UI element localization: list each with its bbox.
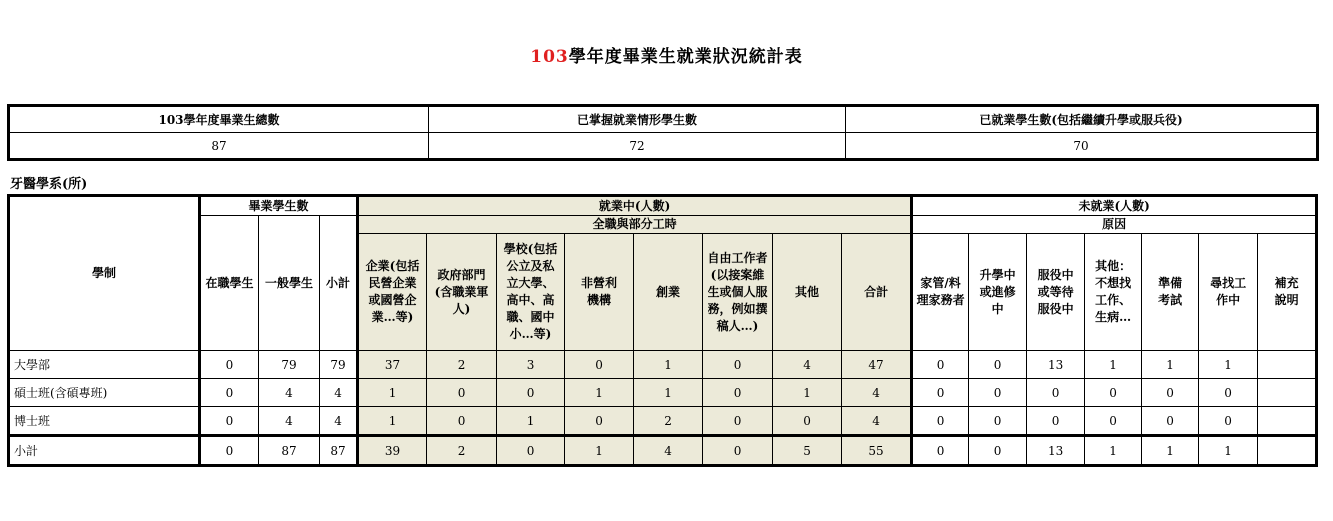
table-cell: 4 [320,407,358,436]
table-cell: 1 [358,407,427,436]
table-cell: 47 [842,351,912,379]
department-name: 牙醫學系(所) [10,177,88,192]
table-cell: 1 [634,379,703,407]
table-cell: 13 [1027,351,1085,379]
col-startup: 創業 [634,234,703,351]
table-cell: 1 [1142,351,1199,379]
table-cell: 13 [1027,436,1085,466]
col-homemaker: 家管/料理家務者 [916,276,965,307]
col-unemp-other: 其他：不想找工作、生病… [1095,259,1132,324]
table-cell: 0 [565,351,634,379]
table-cell: 3 [497,351,565,379]
table-cell: 0 [1199,407,1258,436]
undergraduate-row [9,351,1317,379]
table-cell: 1 [773,379,842,407]
row-label: 大學部 [9,351,200,379]
table-cell: 0 [200,379,259,407]
header-reason: 原因 [912,216,1317,234]
table-cell: 0 [703,436,773,466]
table-cell: 1 [565,436,634,466]
row-label: 碩士班(含碩專班) [9,379,200,407]
table-cell: 0 [1142,379,1199,407]
col-freelance: 自由工作者(以接案維生或個人服務，例如撰稿人…) [707,250,768,333]
table-cell: 4 [320,379,358,407]
table-cell: 5 [773,436,842,466]
table-cell: 4 [259,379,320,407]
row-label: 博士班 [9,407,200,436]
table-cell: 4 [259,407,320,436]
subtotal-row [9,436,1317,466]
table-cell: 1 [1142,436,1199,466]
table-cell: 0 [969,407,1027,436]
table-cell: 4 [842,379,912,407]
table-cell: 0 [1085,407,1142,436]
table-cell: 1 [358,379,427,407]
table-cell: 0 [912,436,969,466]
table-cell [1258,351,1317,379]
table-cell: 0 [200,351,259,379]
header-unemployed: 未就業(人數) [912,196,1317,216]
table-cell: 0 [703,379,773,407]
table-cell: 39 [358,436,427,466]
table-cell: 4 [773,351,842,379]
col-job-seeking: 尋找工作中 [1210,276,1247,307]
table-cell: 0 [427,379,497,407]
master-row [9,379,1317,407]
summary-value-employed: 70 [846,133,1318,160]
summary-header-total: 103學年度畢業生總數 [9,106,429,133]
table-cell: 2 [634,407,703,436]
col-school: 學校(包括公立及私立大學、高中、高職、國中小…等) [503,242,558,341]
table-cell: 1 [565,379,634,407]
col-general: 一般學生 [259,216,320,351]
table-cell: 1 [634,351,703,379]
title-year: 103 [530,47,569,67]
table-cell: 37 [358,351,427,379]
table-cell: 0 [200,407,259,436]
col-grad-subtotal: 小計 [320,216,358,351]
col-inservice: 在職學生 [200,216,259,351]
col-emp-total: 合計 [842,234,912,351]
col-enterprise: 企業(包括民營企業或國營企業…等) [365,259,420,324]
col-nonprofit: 非營利機構 [581,276,618,307]
table-cell: 0 [427,407,497,436]
table-cell [1258,407,1317,436]
header-employed: 就業中(人數) [358,196,912,216]
header-fulltime: 全職與部分工時 [358,216,912,234]
summary-header-employed: 已就業學生數(包括繼續升學或服兵役) [846,106,1318,133]
table-cell: 0 [969,351,1027,379]
page-title [0,42,1333,67]
title-text: 學年度畢業生就業狀況統計表 [568,47,803,67]
col-notes: 補充說明 [1274,276,1299,307]
col-studying: 升學中或進修中 [979,267,1016,316]
table-cell: 1 [1085,351,1142,379]
table-cell: 79 [320,351,358,379]
table-cell: 4 [842,407,912,436]
table-cell: 1 [497,407,565,436]
summary-table [7,104,1319,161]
table-cell: 0 [1027,407,1085,436]
table-cell: 0 [969,379,1027,407]
employment-table [7,194,1318,467]
col-emp-other: 其他 [773,234,842,351]
table-cell: 2 [427,436,497,466]
table-cell: 1 [1199,436,1258,466]
summary-header-known: 已掌握就業情形學生數 [429,106,846,133]
table-cell: 0 [912,379,969,407]
doctoral-row [9,407,1317,436]
table-cell: 0 [200,436,259,466]
table-cell: 0 [1199,379,1258,407]
table-cell: 1 [1085,436,1142,466]
col-military: 服役中或等待服役中 [1037,267,1074,316]
header-graduates: 畢業學生數 [200,196,358,216]
summary-value-known: 72 [429,133,846,160]
table-cell [1258,379,1317,407]
table-cell: 87 [320,436,358,466]
summary-value-total: 87 [9,133,429,160]
col-exam-prep: 準備考試 [1158,276,1183,307]
table-cell: 0 [912,351,969,379]
table-cell: 0 [912,407,969,436]
table-cell: 0 [497,436,565,466]
table-cell: 87 [259,436,320,466]
table-cell: 0 [703,407,773,436]
table-cell: 4 [634,436,703,466]
table-cell: 0 [1142,407,1199,436]
table-cell: 0 [703,351,773,379]
table-cell: 2 [427,351,497,379]
table-cell: 0 [1027,379,1085,407]
table-cell: 0 [1085,379,1142,407]
header-system: 學制 [9,196,200,351]
table-cell [1258,436,1317,466]
table-cell: 0 [969,436,1027,466]
table-cell: 55 [842,436,912,466]
table-cell: 0 [565,407,634,436]
table-cell: 1 [1199,351,1258,379]
row-label: 小計 [9,436,200,466]
col-government: 政府部門(含職業軍人) [434,267,489,316]
table-cell: 0 [773,407,842,436]
table-cell: 0 [497,379,565,407]
table-cell: 79 [259,351,320,379]
